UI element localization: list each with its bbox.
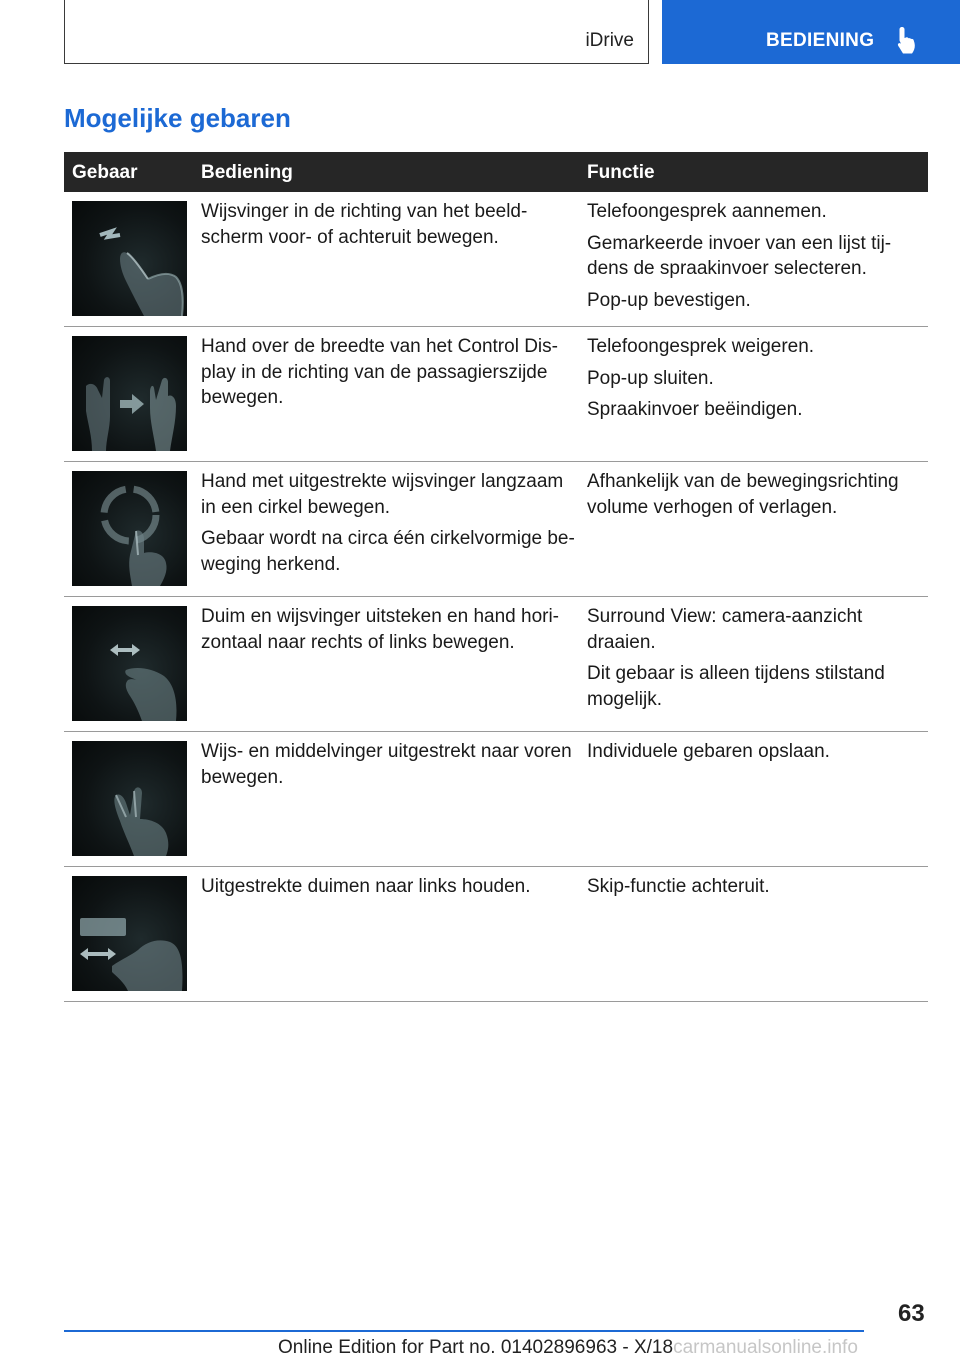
table-row — [64, 462, 928, 597]
finger-forward-back-icon — [72, 201, 187, 316]
two-fingers-forward-icon — [72, 741, 187, 856]
table-row — [64, 732, 928, 867]
footer-text — [278, 1337, 858, 1359]
functie-cell: Afhankelijk van de bewegingsrichting volume verhogen of verlagen. — [587, 471, 899, 518]
functie-cell: Individuele gebaren opslaan. — [587, 741, 830, 762]
section-tab-label: iDrive — [585, 30, 634, 51]
bediening-cell: Hand over de breedte van het Control Dis-play in de richting van de passagierszijde bewegen. — [201, 336, 558, 408]
section-tab — [64, 0, 649, 64]
bediening-cell: Duim en wijsvinger uitsteken en hand hori-zontaal naar rechts of links bewegen. — [201, 606, 560, 653]
pointing-hand-icon — [894, 25, 920, 55]
bediening-cell: Uitgestrekte duimen naar links houden. — [201, 876, 531, 897]
chapter-tab-label: BEDIENING — [766, 30, 875, 51]
table-row — [64, 597, 928, 732]
functie-cell: Skip-functie achteruit. — [587, 876, 770, 897]
functie-cell: Telefoongesprek weigeren. Pop-up sluiten. Spraakinvoer beëindigen. — [587, 336, 815, 420]
page-number: 63 — [898, 1300, 925, 1327]
edition-text: Online Edition for Part no. 01402896963 - X/18 — [278, 1337, 674, 1358]
thumb-finger-horizontal-icon — [72, 606, 187, 721]
watermark: carmanualsonline.info — [673, 1337, 858, 1358]
table-row — [64, 867, 928, 1002]
finger-circle-icon — [72, 471, 187, 586]
column-header-functie: Functie — [587, 162, 655, 183]
bediening-cell: Wijsvinger in de richting van het beeld-scherm voor- of achteruit bewegen. — [201, 201, 528, 248]
footer-divider — [64, 1330, 864, 1332]
bediening-cell: Hand met uitgestrekte wijsvinger langzaam in een cirkel bewegen. Gebaar wordt na circa één cirkelvormige be-weging herkend. — [201, 471, 575, 575]
bediening-cell: Wijs- en middelvinger uitgestrekt naar voren bewegen. — [201, 741, 572, 788]
table-header — [64, 152, 928, 192]
column-header-bediening: Bediening — [201, 162, 293, 183]
functie-cell: Telefoongesprek aannemen. Gemarkeerde invoer van een lijst tij-dens de spraakinvoer selecteren. Pop-up bevestigen. — [587, 201, 892, 311]
page-title: Mogelijke gebaren — [64, 103, 291, 133]
chapter-tab — [662, 0, 960, 64]
table-row — [64, 192, 928, 327]
column-header-gebaar: Gebaar — [72, 162, 138, 183]
hand-swipe-icon — [72, 336, 187, 451]
gestures-table — [64, 152, 928, 1002]
functie-cell: Surround View: camera-aanzicht draaien. Dit gebaar is alleen tijdens stilstand mogelijk. — [587, 606, 885, 710]
table-row — [64, 327, 928, 462]
thumb-left-icon — [72, 876, 187, 991]
